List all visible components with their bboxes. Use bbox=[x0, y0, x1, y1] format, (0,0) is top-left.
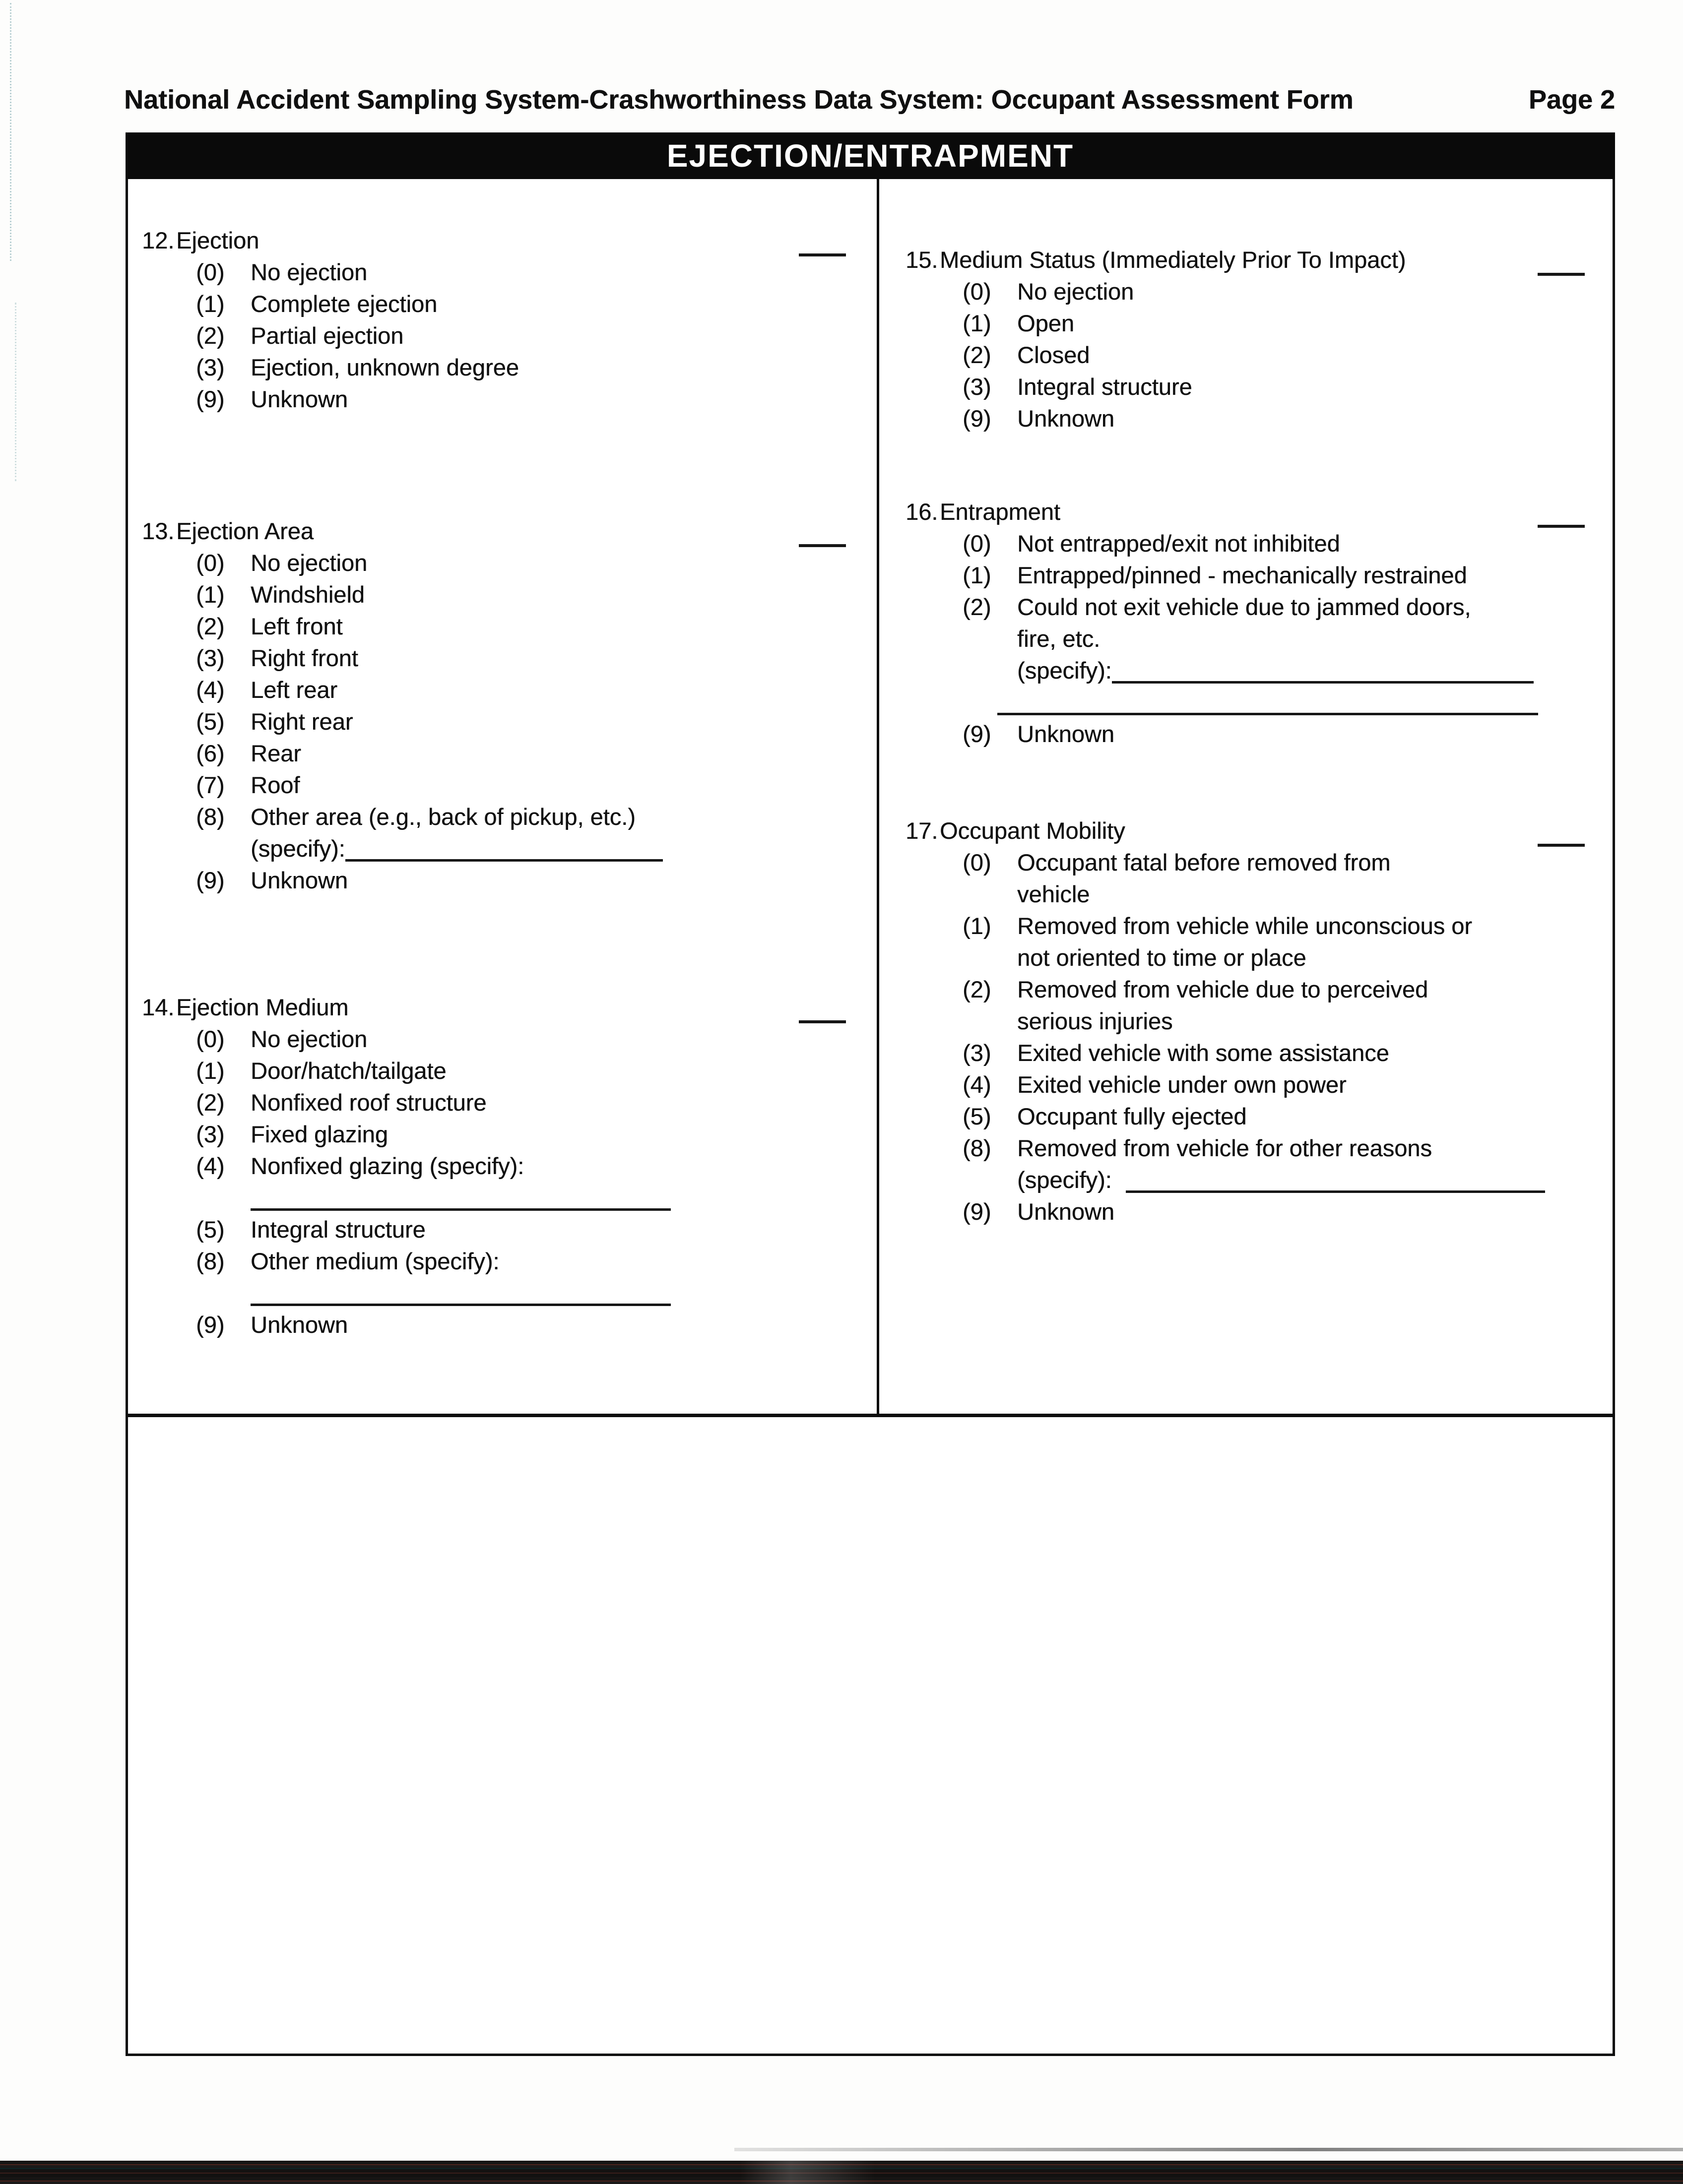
option-row bbox=[196, 579, 877, 611]
specify-label: (specify): bbox=[1017, 657, 1112, 684]
option-label: Left rear bbox=[251, 677, 338, 703]
q16-code-blank[interactable] bbox=[1538, 519, 1585, 528]
option-code: (4) bbox=[963, 1071, 991, 1098]
option-code: (4) bbox=[196, 1153, 225, 1179]
question-13-ejection-area bbox=[128, 515, 877, 896]
write-in-row bbox=[196, 1182, 877, 1214]
option-row bbox=[963, 560, 1613, 591]
q14-specify-line-1[interactable] bbox=[251, 1204, 671, 1211]
option-label: Other area (e.g., back of pickup, etc.) bbox=[251, 804, 636, 830]
option-label: Right front bbox=[251, 645, 358, 671]
option-code: (1) bbox=[963, 310, 991, 336]
option-label: Fixed glazing bbox=[251, 1121, 388, 1147]
option-code: (8) bbox=[963, 1135, 991, 1161]
option-label: Partial ejection bbox=[251, 322, 404, 349]
q13-code-blank[interactable] bbox=[799, 538, 846, 547]
scan-edge-artifact bbox=[15, 303, 16, 481]
option-label: Unknown bbox=[251, 867, 348, 893]
option-code: (8) bbox=[196, 804, 225, 830]
option-code: (5) bbox=[963, 1103, 991, 1129]
question-title: Occupant Mobility bbox=[940, 817, 1125, 844]
question-number: 17. bbox=[906, 817, 938, 844]
option-label: No ejection bbox=[251, 1026, 368, 1052]
option-label: Open bbox=[1017, 310, 1074, 336]
option-row-continuation bbox=[963, 623, 1613, 655]
option-label: Door/hatch/tailgate bbox=[251, 1058, 447, 1084]
option-row bbox=[963, 847, 1613, 878]
section-bottom-divider bbox=[126, 1414, 1615, 1417]
option-row bbox=[963, 528, 1613, 560]
option-code: (9) bbox=[963, 721, 991, 747]
question-16-entrapment bbox=[879, 496, 1613, 750]
question-17-occupant-mobility bbox=[879, 815, 1613, 1228]
option-row bbox=[963, 718, 1613, 750]
option-code: (1) bbox=[963, 562, 991, 588]
question-title: Medium Status (Immediately Prior To Impact) bbox=[940, 247, 1406, 273]
question-header bbox=[906, 815, 1613, 847]
option-row bbox=[963, 308, 1613, 339]
option-row bbox=[963, 1132, 1613, 1164]
option-row bbox=[196, 1087, 877, 1119]
option-code: (6) bbox=[196, 740, 225, 766]
q15-code-blank[interactable] bbox=[1538, 267, 1585, 276]
option-label: Removed from vehicle for other reasons bbox=[1017, 1135, 1432, 1161]
option-row bbox=[963, 1196, 1613, 1228]
option-row bbox=[196, 642, 877, 674]
option-code: (3) bbox=[963, 1040, 991, 1066]
option-row bbox=[196, 769, 877, 801]
option-code: (9) bbox=[196, 386, 225, 412]
option-row bbox=[196, 1150, 877, 1182]
q14-specify-line-2[interactable] bbox=[251, 1300, 671, 1306]
option-row bbox=[196, 383, 877, 415]
option-row bbox=[196, 1246, 877, 1277]
option-label: vehicle bbox=[1017, 881, 1090, 907]
page-number: Page 2 bbox=[1528, 85, 1615, 115]
option-label: Unknown bbox=[1017, 405, 1114, 432]
option-row bbox=[196, 611, 877, 642]
option-label: fire, etc. bbox=[1017, 625, 1100, 652]
option-row bbox=[196, 706, 877, 738]
option-row bbox=[963, 339, 1613, 371]
option-code: (2) bbox=[196, 613, 225, 639]
option-row-continuation bbox=[963, 942, 1613, 974]
option-row bbox=[196, 1214, 877, 1246]
option-code: (9) bbox=[963, 1198, 991, 1225]
scan-edge-artifact bbox=[10, 3, 11, 261]
specify-label: (specify): bbox=[1017, 1167, 1112, 1193]
section-banner bbox=[126, 132, 1615, 179]
option-label: Removed from vehicle due to perceived bbox=[1017, 976, 1428, 1002]
option-code: (2) bbox=[963, 594, 991, 620]
form-title: National Accident Sampling System-Crashworthiness Data System: Occupant Assessment Form bbox=[124, 85, 1354, 115]
option-row bbox=[196, 1119, 877, 1150]
option-row bbox=[963, 1037, 1613, 1069]
option-label: Could not exit vehicle due to jammed doors, bbox=[1017, 594, 1471, 620]
option-code: (2) bbox=[196, 322, 225, 349]
scan-streak-artifact bbox=[734, 2148, 1683, 2151]
question-number: 15. bbox=[906, 247, 938, 273]
question-title: Ejection Medium bbox=[176, 994, 349, 1020]
option-label: No ejection bbox=[251, 550, 368, 576]
option-label: serious injuries bbox=[1017, 1008, 1173, 1034]
option-code: (9) bbox=[196, 867, 225, 893]
option-row bbox=[196, 320, 877, 352]
option-label: No ejection bbox=[251, 259, 368, 285]
option-label: Removed from vehicle while unconscious or bbox=[1017, 913, 1472, 939]
option-row bbox=[196, 288, 877, 320]
question-title: Entrapment bbox=[940, 499, 1060, 525]
section-banner-title: EJECTION/ENTRAPMENT bbox=[666, 138, 1074, 174]
option-label: Complete ejection bbox=[251, 291, 438, 317]
option-row bbox=[196, 801, 877, 833]
option-label: No ejection bbox=[1017, 278, 1134, 305]
option-code: (2) bbox=[963, 976, 991, 1002]
option-label: Left front bbox=[251, 613, 343, 639]
option-code: (7) bbox=[196, 772, 225, 798]
option-label: Occupant fully ejected bbox=[1017, 1103, 1247, 1129]
q14-code-blank[interactable] bbox=[799, 1014, 846, 1023]
option-row bbox=[963, 1069, 1613, 1101]
option-label: Windshield bbox=[251, 581, 365, 608]
option-row bbox=[196, 1055, 877, 1087]
option-row bbox=[963, 371, 1613, 403]
option-label: Unknown bbox=[1017, 1198, 1114, 1225]
q13-specify-line[interactable] bbox=[345, 855, 663, 862]
option-label: Occupant fatal before removed from bbox=[1017, 849, 1391, 875]
option-label: Nonfixed roof structure bbox=[251, 1089, 487, 1116]
option-code: (1) bbox=[196, 291, 225, 317]
option-label: Ejection, unknown degree bbox=[251, 354, 519, 380]
option-row bbox=[196, 256, 877, 288]
specify-label: (specify): bbox=[251, 835, 345, 862]
option-label: Exited vehicle with some assistance bbox=[1017, 1040, 1389, 1066]
option-code: (1) bbox=[963, 913, 991, 939]
question-number: 12. bbox=[142, 227, 175, 253]
option-label: Integral structure bbox=[1017, 374, 1192, 400]
option-row bbox=[963, 910, 1613, 942]
option-code: (0) bbox=[963, 530, 991, 557]
option-code: (3) bbox=[196, 354, 225, 380]
question-15-medium-status bbox=[879, 244, 1613, 435]
question-14-ejection-medium bbox=[128, 992, 877, 1341]
option-row bbox=[963, 1101, 1613, 1132]
option-code: (1) bbox=[196, 581, 225, 608]
option-row bbox=[963, 403, 1613, 435]
option-row bbox=[196, 547, 877, 579]
option-row-specify bbox=[963, 1164, 1613, 1196]
option-code: (0) bbox=[196, 1026, 225, 1052]
option-row-continuation bbox=[963, 1005, 1613, 1037]
write-in-row bbox=[196, 1277, 877, 1309]
option-row bbox=[196, 738, 877, 769]
question-title: Ejection Area bbox=[176, 518, 314, 544]
option-label: Rear bbox=[251, 740, 301, 766]
option-code: (9) bbox=[196, 1311, 225, 1338]
option-row bbox=[196, 352, 877, 383]
option-label: Roof bbox=[251, 772, 300, 798]
option-code: (0) bbox=[963, 278, 991, 305]
question-title: Ejection bbox=[176, 227, 259, 253]
option-label: Right rear bbox=[251, 708, 353, 735]
option-row bbox=[963, 591, 1613, 623]
q17-specify-line[interactable] bbox=[1126, 1186, 1545, 1193]
form-outer-box bbox=[126, 132, 1615, 2056]
q17-code-blank[interactable] bbox=[1538, 838, 1585, 847]
option-code: (0) bbox=[196, 550, 225, 576]
option-label: Integral structure bbox=[251, 1216, 426, 1243]
option-code: (3) bbox=[963, 374, 991, 400]
option-code: (5) bbox=[196, 708, 225, 735]
option-label: Closed bbox=[1017, 342, 1090, 368]
question-header bbox=[906, 496, 1613, 528]
option-code: (0) bbox=[963, 849, 991, 875]
option-row bbox=[196, 674, 877, 706]
option-row-continuation bbox=[963, 878, 1613, 910]
option-label: not oriented to time or place bbox=[1017, 944, 1306, 971]
question-header bbox=[142, 225, 877, 256]
option-code: (4) bbox=[196, 677, 225, 703]
option-code: (8) bbox=[196, 1248, 225, 1274]
option-code: (9) bbox=[963, 405, 991, 432]
option-label: Exited vehicle under own power bbox=[1017, 1071, 1347, 1098]
option-label: Nonfixed glazing (specify): bbox=[251, 1153, 524, 1179]
option-code: (3) bbox=[196, 1121, 225, 1147]
option-code: (3) bbox=[196, 645, 225, 671]
option-code: (5) bbox=[196, 1216, 225, 1243]
option-label: Unknown bbox=[1017, 721, 1114, 747]
question-12-ejection bbox=[128, 225, 877, 415]
write-in-row bbox=[963, 686, 1613, 718]
q16-specify-line-2[interactable] bbox=[997, 709, 1538, 715]
question-number: 16. bbox=[906, 499, 938, 525]
page-header bbox=[124, 84, 1615, 115]
question-header bbox=[906, 244, 1613, 276]
option-label: Unknown bbox=[251, 386, 348, 412]
option-label: Unknown bbox=[251, 1311, 348, 1338]
option-row bbox=[196, 865, 877, 896]
option-row bbox=[196, 1309, 877, 1341]
option-row bbox=[963, 276, 1613, 308]
option-code: (0) bbox=[196, 259, 225, 285]
question-number: 14. bbox=[142, 994, 175, 1020]
question-number: 13. bbox=[142, 518, 175, 544]
option-label: Other medium (specify): bbox=[251, 1248, 500, 1274]
scan-bottom-band-artifact bbox=[0, 2161, 1683, 2184]
question-header bbox=[142, 515, 877, 547]
option-row-specify bbox=[963, 655, 1613, 686]
option-label: Entrapped/pinned - mechanically restrained bbox=[1017, 562, 1467, 588]
option-code: (2) bbox=[196, 1089, 225, 1116]
option-label: Not entrapped/exit not inhibited bbox=[1017, 530, 1340, 557]
q16-specify-line-1[interactable] bbox=[1112, 677, 1534, 684]
option-row bbox=[963, 974, 1613, 1005]
q12-code-blank[interactable] bbox=[799, 248, 846, 256]
option-code: (2) bbox=[963, 342, 991, 368]
question-header bbox=[142, 992, 877, 1023]
option-code: (1) bbox=[196, 1058, 225, 1084]
option-row bbox=[196, 1023, 877, 1055]
option-row-specify bbox=[196, 833, 877, 865]
